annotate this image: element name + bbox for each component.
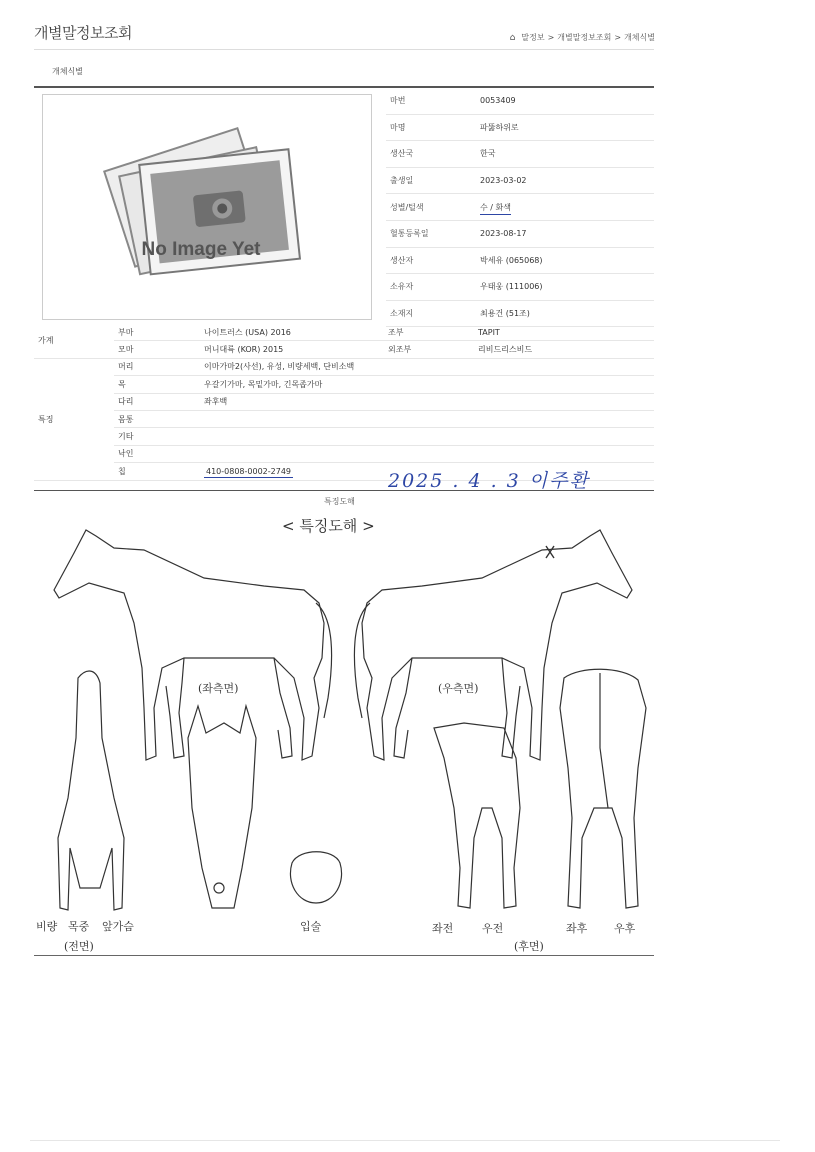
damsire-value: 리비드리스비드 [474, 341, 654, 358]
table-row [34, 410, 654, 427]
info-row [386, 194, 654, 221]
breadcrumb-separator: > [614, 33, 622, 42]
info-label: 생산자 [386, 247, 476, 274]
left-fore-label: 좌전 [432, 922, 454, 935]
horse-photo [42, 94, 372, 320]
info-label: 마명 [386, 114, 476, 141]
info-value: 0053409 [476, 88, 654, 114]
right-fore-label: 우전 [482, 922, 504, 935]
info-label: 혈통등록일 [386, 220, 476, 247]
front-view-caption: (전면) [64, 940, 94, 953]
rear-view-caption: (후면) [514, 940, 544, 953]
sex-color-value: 수 / 화색 [480, 203, 511, 215]
divider [34, 490, 654, 491]
diagram-title: < 특징도해 > [282, 517, 375, 535]
brand-label: 낙인 [114, 445, 200, 462]
table-row [34, 393, 654, 410]
head-value: 이마가마2(사선), 유성, 비량세백, 단비소백 [200, 358, 654, 375]
breadcrumb [510, 32, 655, 43]
info-label: 마번 [386, 88, 476, 114]
info-value: 2023-03-02 [476, 167, 654, 194]
neck-value: 우갈기가마, 목밑가마, 긴목좁가마 [200, 376, 654, 393]
info-row [386, 247, 654, 274]
sire-value: 나이트러스 (USA) 2016 [200, 324, 384, 341]
table-row [34, 428, 654, 445]
info-label: 출생일 [386, 167, 476, 194]
front-label-chest: 앞가슴 [102, 920, 134, 933]
info-row [386, 274, 654, 301]
info-label: 생산국 [386, 141, 476, 168]
pedigree-features-table [34, 324, 654, 481]
page-edge [30, 1140, 780, 1141]
breadcrumb-current: 개체식별 [624, 33, 655, 42]
info-row [386, 114, 654, 141]
right-side-label: (우측면) [438, 682, 479, 695]
left-side-label: (좌측면) [198, 682, 239, 695]
dam-label: 모마 [114, 341, 200, 358]
info-row [386, 88, 654, 114]
horse-info-table [386, 88, 654, 327]
marking-diagram [34, 508, 654, 956]
info-value: 우태웅 (111006) [476, 274, 654, 301]
table-row [34, 358, 654, 375]
info-label: 성별/털색 [386, 194, 476, 221]
breadcrumb-home[interactable]: 말정보 [521, 33, 545, 42]
info-value: 2023-08-17 [476, 220, 654, 247]
info-value: 최용건 (51조) [476, 300, 654, 327]
grandsire-value: TAPIT [474, 324, 654, 341]
dam-value: 머니대륙 (KOR) 2015 [200, 341, 384, 358]
info-row [386, 300, 654, 327]
info-value: 파뚫하위로 [476, 114, 654, 141]
tab-identification[interactable]: 개체식별 [52, 67, 83, 76]
other-label: 기타 [114, 428, 200, 445]
chip-number: 410-0808-0002-2749 [206, 466, 292, 476]
diagram-caption: 특징도해 [324, 497, 355, 506]
front-label-muzzle: 비량 [36, 920, 58, 933]
table-row [34, 341, 654, 358]
pedigree-group-label: 가계 [34, 324, 114, 358]
page-title: 개별말정보조회 [34, 24, 132, 42]
front-label-neck: 목중 [68, 920, 90, 933]
info-row [386, 220, 654, 247]
damsire-label: 외조부 [384, 341, 474, 358]
no-image-label: No Image Yet [141, 239, 261, 260]
no-image-icon [43, 95, 371, 319]
divider [34, 49, 654, 50]
head-label: 머리 [114, 358, 200, 375]
leg-value: 좌후백 [200, 393, 654, 410]
body-value [200, 410, 654, 427]
table-row [34, 324, 654, 341]
right-hind-label: 우후 [614, 922, 636, 935]
info-label: 소재지 [386, 300, 476, 327]
neck-label: 목 [114, 376, 200, 393]
horse-outline-drawing [34, 508, 654, 956]
handwritten-signature: 2025 . 4 . 3 이주환 [388, 470, 590, 492]
brand-value [200, 445, 654, 462]
breadcrumb-separator: > [547, 33, 555, 42]
info-value [476, 194, 654, 221]
grandsire-label: 조부 [384, 324, 474, 341]
table-row [34, 376, 654, 393]
info-row [386, 141, 654, 168]
left-hind-label: 좌후 [566, 922, 588, 935]
lips-label: 입술 [300, 920, 322, 933]
features-group-label: 특징 [34, 358, 114, 480]
info-value: 한국 [476, 141, 654, 168]
info-row [386, 167, 654, 194]
info-label: 소유자 [386, 274, 476, 301]
home-icon[interactable]: ⌂ [509, 32, 516, 43]
other-value [200, 428, 654, 445]
sire-label: 부마 [114, 324, 200, 341]
body-label: 몸통 [114, 410, 200, 427]
leg-label: 다리 [114, 393, 200, 410]
divider [34, 955, 654, 956]
chip-label: 칩 [114, 463, 200, 480]
breadcrumb-level2[interactable]: 개별말정보조회 [557, 33, 612, 42]
info-value: 박세유 (065068) [476, 247, 654, 274]
table-row [34, 445, 654, 462]
